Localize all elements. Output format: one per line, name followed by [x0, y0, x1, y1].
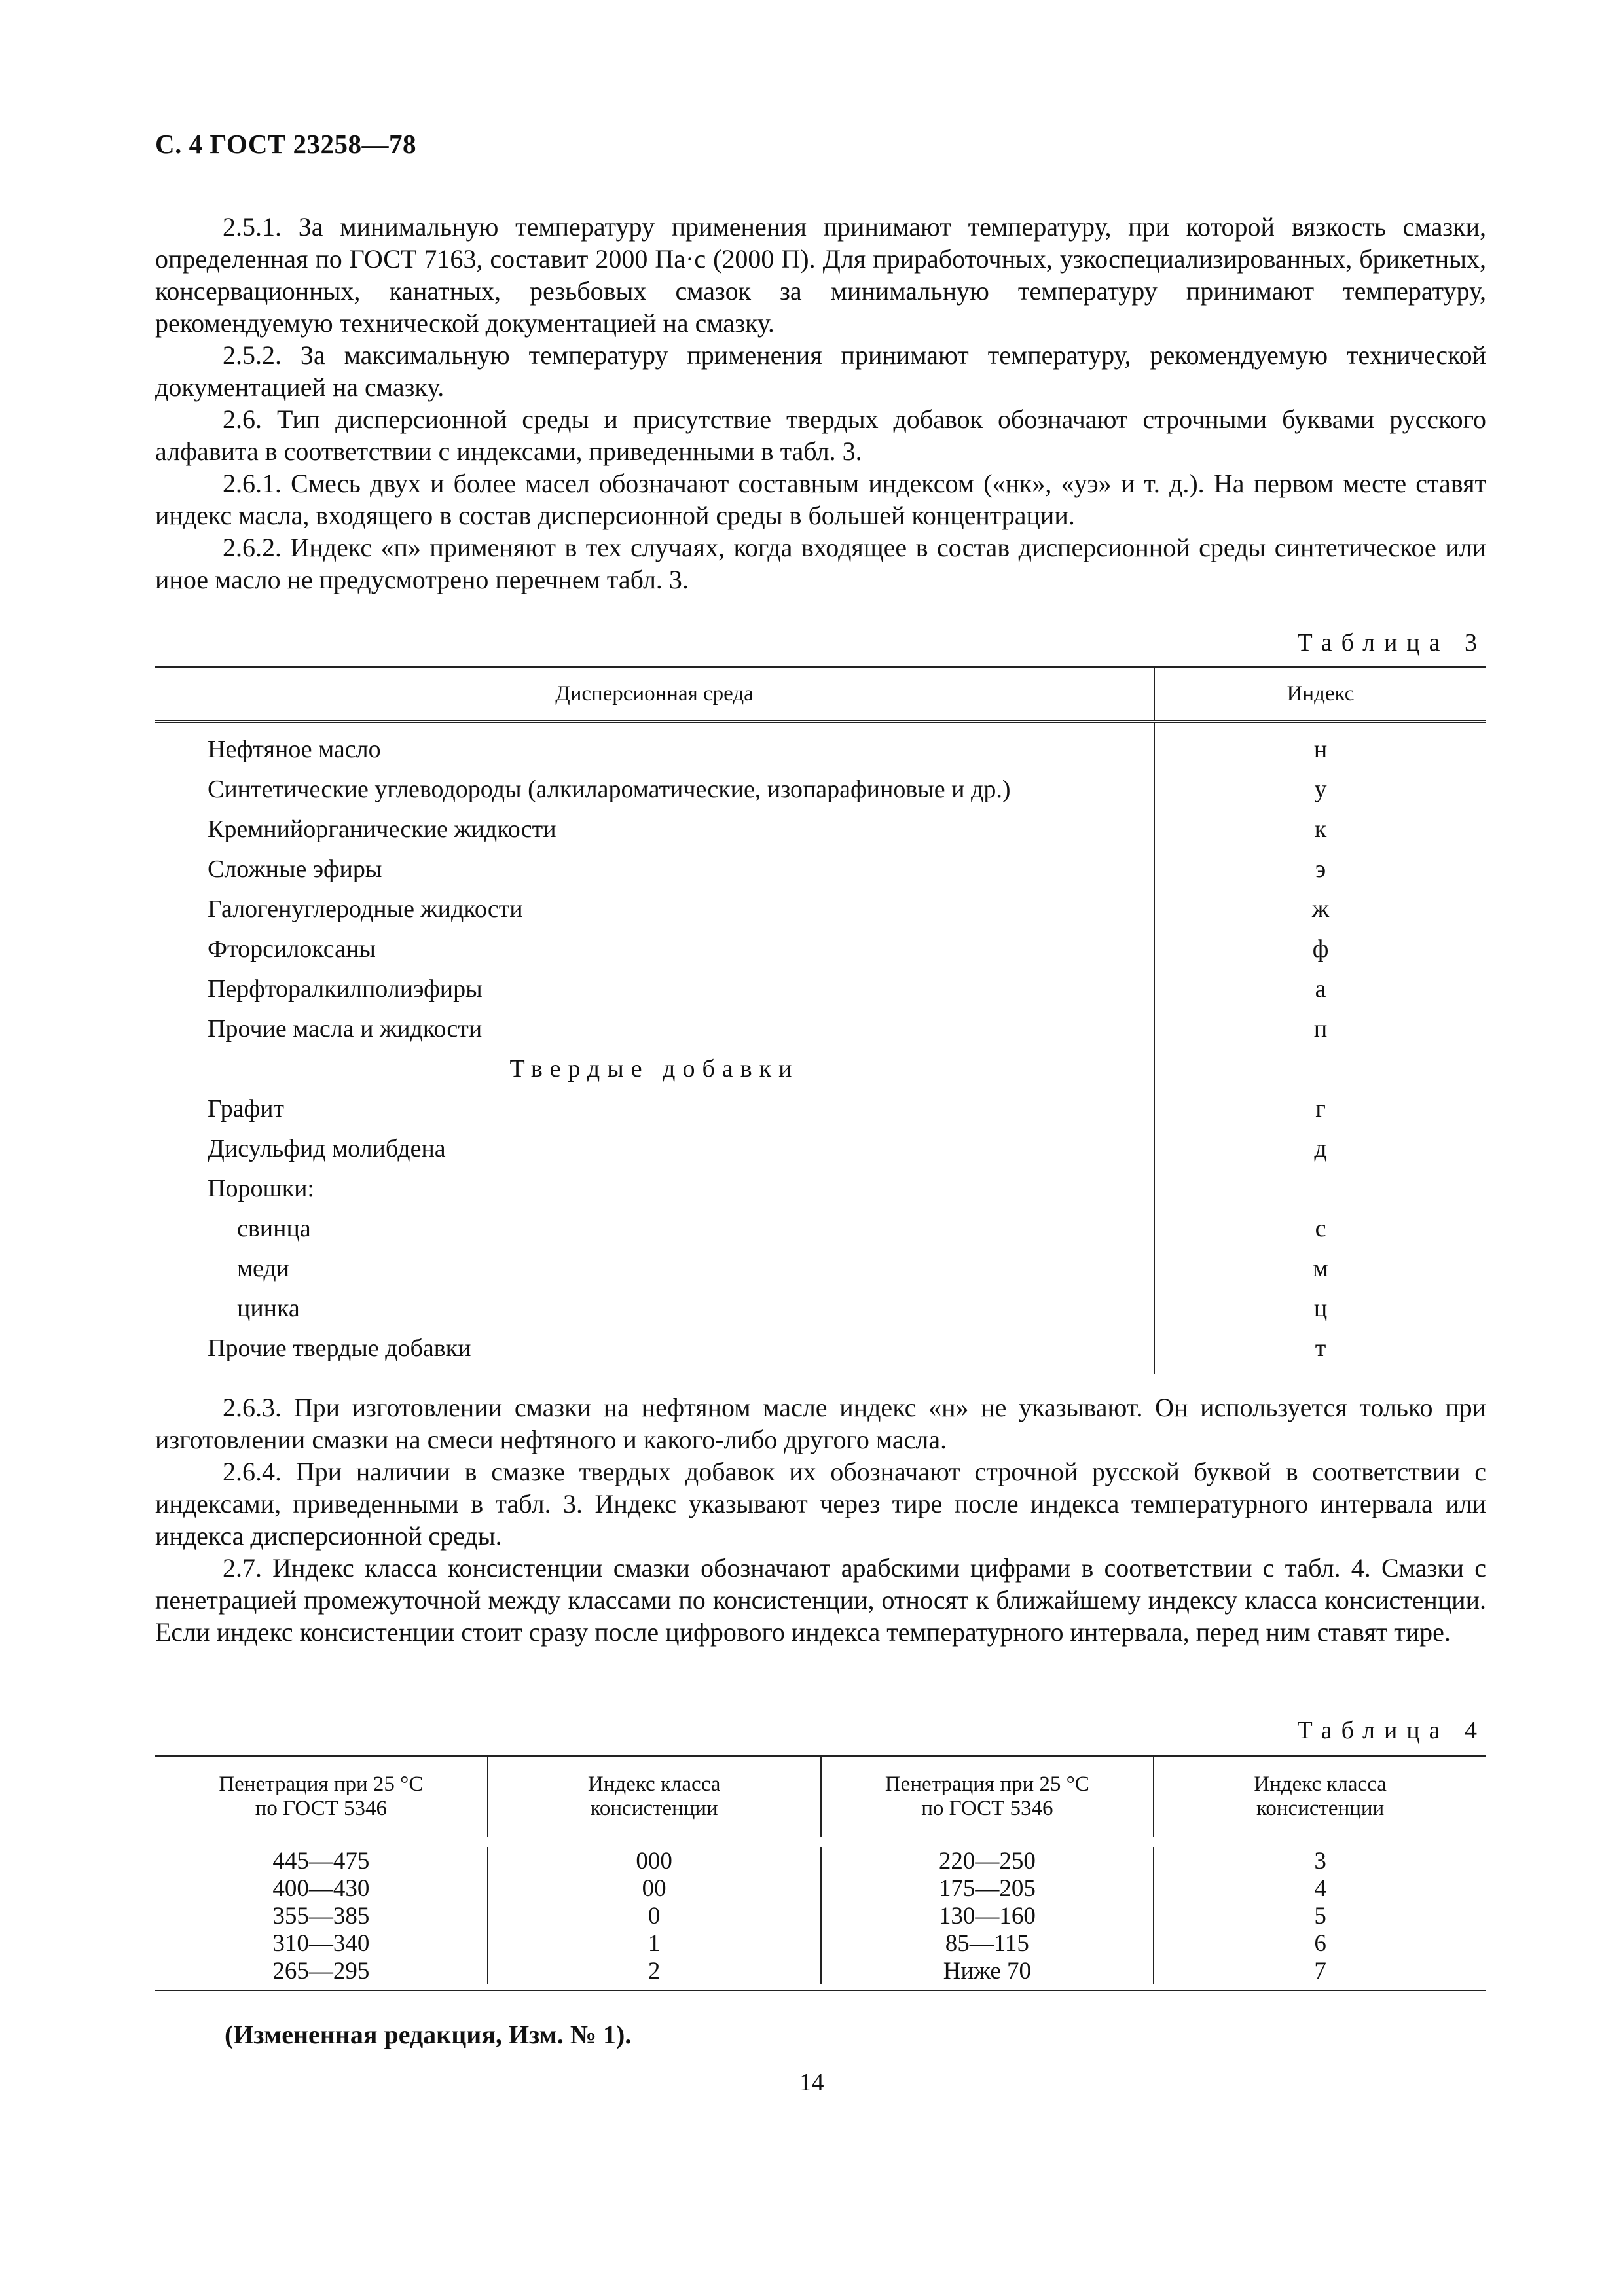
column-header: [155, 1757, 488, 1837]
header-line: Пенетрация при 25 °С: [884, 1772, 1089, 1796]
top-text-block: [155, 211, 1486, 596]
table-cell: 4: [1314, 1874, 1326, 1902]
table-cell: 6: [1314, 1929, 1326, 1957]
column-header: Дисперсионная среда: [155, 668, 1155, 720]
table-cell: 85—115: [945, 1929, 1029, 1957]
table-cell: [1155, 1168, 1486, 1208]
paragraph: 2.6.4. При наличии в смазке твердых добавок их обозначают строчной русской буквой в соответствии с индексами, приведенными в табл. 3. Индекс указывают через тире после индекса температурного интервала или индекса дисперсионной среды.: [155, 1457, 1486, 1551]
table-cell: с: [1315, 1214, 1326, 1242]
table-cell: 00: [642, 1874, 666, 1902]
page-number: 14: [799, 2069, 824, 2096]
table-cell: 265—295: [272, 1957, 370, 1984]
table-cell: ф: [1312, 935, 1329, 963]
table-cell: 1: [647, 1929, 661, 1957]
table4-header: [155, 1757, 1486, 1839]
paragraph: 2.7. Индекс класса консистенции смазки обозначают арабскими цифрами в соответствии с табл. 4. Смазки с пенетрацией промежуточной между классами по консистенции, относят к ближайшему индексу класса консистенции. Если индекс консистенции стоит сразу после цифрового индекса температурного интервала, перед ним ставят тире.: [155, 1553, 1486, 1647]
table3: [155, 666, 1486, 1374]
table-cell: п: [1313, 1014, 1328, 1043]
table-cell: Нефтяное масло: [208, 735, 381, 763]
table-cell: Прочие твердые добавки: [208, 1334, 471, 1362]
table-cell: Дисульфид молибдена: [208, 1134, 446, 1162]
table-cell: 355—385: [272, 1902, 370, 1929]
table-cell: 130—160: [938, 1902, 1036, 1929]
table-cell: Сложные эфиры: [208, 855, 382, 883]
table3-index-column: [1155, 723, 1486, 1374]
table-cell: Графит: [208, 1094, 285, 1122]
table-section-heading: Твердые добавки: [509, 1054, 799, 1083]
table-cell: 0: [647, 1902, 661, 1929]
table-cell: Фторсилоксаны: [208, 935, 376, 963]
paragraph: 2.5.2. За максимальную температуру применения принимают температуру, рекомендуемую технической документацией на смазку.: [155, 340, 1486, 402]
revision-note: (Измененная редакция, Изм. № 1).: [225, 2020, 632, 2049]
table-cell: 400—430: [272, 1874, 370, 1902]
table-cell: 7: [1314, 1957, 1326, 1984]
column-header: [1154, 1757, 1486, 1837]
table-cell: Ниже 70: [943, 1957, 1032, 1984]
table3-body: [155, 723, 1486, 1374]
table-cell: к: [1314, 815, 1327, 843]
table-cell: 220—250: [938, 1847, 1036, 1874]
table-cell: 445—475: [272, 1847, 370, 1874]
table-cell: Галогенуглеродные жидкости: [208, 895, 523, 923]
header-line: Пенетрация при 25 °С: [219, 1772, 424, 1796]
table-cell: Перфторалкилполиэфиры: [208, 975, 483, 1003]
table-cell: [1155, 1049, 1486, 1088]
header-line: по ГОСТ 5346: [921, 1797, 1053, 1820]
table4-body: [155, 1839, 1486, 1984]
table-cell: э: [1315, 855, 1326, 883]
table-cell: ж: [1311, 895, 1330, 923]
table-cell: а: [1315, 975, 1326, 1003]
table-cell: 175—205: [938, 1874, 1036, 1902]
header-line: Индекс класса: [587, 1772, 721, 1796]
header-line: консистенции: [590, 1797, 718, 1820]
column-header: Индекс: [1286, 681, 1355, 706]
table-cell: г: [1315, 1094, 1326, 1122]
table-cell: цинка: [237, 1294, 300, 1322]
table-cell: т: [1315, 1334, 1326, 1362]
page-header: С. 4 ГОСТ 23258—78: [155, 129, 417, 159]
table-cell: Прочие масла и жидкости: [208, 1014, 483, 1043]
table-cell: у: [1314, 775, 1327, 803]
table4-column: [155, 1847, 488, 1984]
paragraph: 2.6. Тип дисперсионной среды и присутствие твердых добавок обозначают строчными буквами русского алфавита в соответствии с индексами, приведенными в табл. 3.: [155, 404, 1486, 466]
paragraph: 2.6.3. При изготовлении смазки на нефтяном масле индекс «н» не указывают. Он используется только при изготовлении смазки на смеси нефтяного и какого-либо другого масла.: [155, 1393, 1486, 1454]
table3-names-column: [155, 723, 1155, 1374]
table-cell: меди: [237, 1254, 290, 1282]
table4-column: [488, 1847, 822, 1984]
table-cell: 000: [636, 1847, 672, 1874]
table-cell: 2: [647, 1957, 661, 1984]
table4-caption: Таблица 4: [1297, 1717, 1486, 1744]
column-header: [488, 1757, 822, 1837]
table-cell: н: [1313, 735, 1328, 763]
middle-text-block: [155, 1391, 1486, 1648]
table3-caption: Таблица 3: [1297, 629, 1486, 656]
paragraph: 2.6.2. Индекс «п» применяют в тех случаях, когда входящее в состав дисперсионной среды синтетическое или иное масло не предусмотрено перечнем табл. 3.: [155, 533, 1486, 594]
paragraph: 2.5.1. За минимальную температуру применения принимают температуру, при которой вязкость смазки, определенная по ГОСТ 7163, составит 2000 Па·с (2000 П). Для приработочных, узкоспециализированных, брикетных, консервационных, канатных, резьбовых смазок за минимальную температуру принимают температуру, рекомендуемую технической документацией на смазку.: [155, 212, 1486, 338]
header-line: консистенции: [1256, 1797, 1385, 1820]
table-cell: свинца: [237, 1214, 311, 1242]
paragraph: 2.6.1. Смесь двух и более масел обозначают составным индексом («нк», «уэ» и т. д.). На первом месте ставят индекс масла, входящего в состав дисперсионной среды в большей концентрации.: [155, 469, 1486, 530]
table-cell: Синтетические углеводороды (алкилароматические, изопарафиновые и др.): [208, 775, 1011, 803]
column-header: [822, 1757, 1155, 1837]
table-cell: д: [1314, 1134, 1327, 1162]
table-cell: м: [1312, 1254, 1329, 1282]
table4-column: [1154, 1847, 1486, 1984]
header-line: Индекс класса: [1254, 1772, 1387, 1796]
table4: [155, 1755, 1486, 1991]
table-cell: 3: [1314, 1847, 1326, 1874]
header-line: по ГОСТ 5346: [255, 1797, 388, 1820]
table-cell: Кремнийорганические жидкости: [208, 815, 556, 843]
table-cell: 5: [1314, 1902, 1326, 1929]
table3-header: [155, 668, 1486, 723]
table-cell: 310—340: [272, 1929, 370, 1957]
table-cell: ц: [1313, 1294, 1328, 1322]
table4-column: [822, 1847, 1155, 1984]
table-cell: Порошки:: [208, 1174, 315, 1202]
